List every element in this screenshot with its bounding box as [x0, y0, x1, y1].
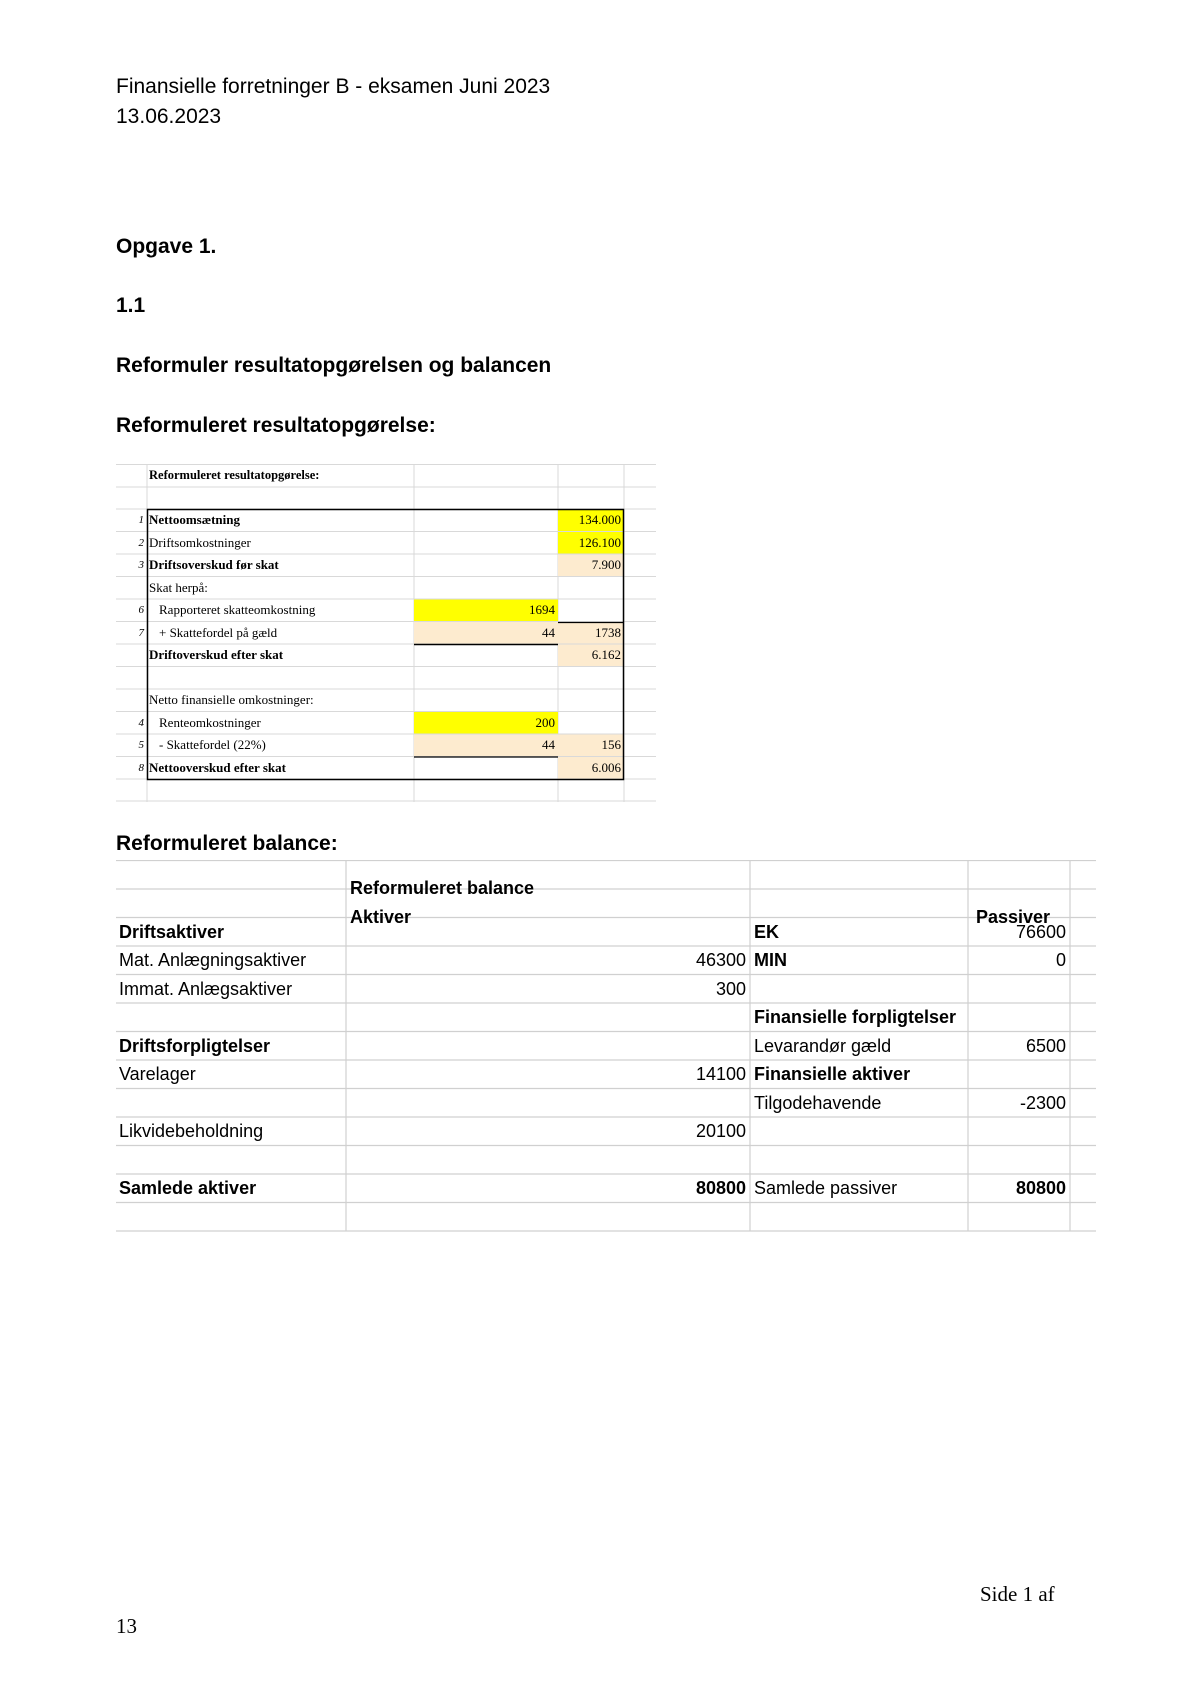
aktiv-value: 46300 [695, 950, 746, 970]
income-row-value: 126.100 [558, 532, 624, 555]
aktiv-label: Varelager [119, 1064, 196, 1084]
page-total: 13 [116, 1614, 137, 1638]
income-heading: Reformuleret resultatopgørelse: [116, 414, 436, 437]
passiv-label: MIN [754, 950, 787, 970]
passiv-label: Finansielle forpligtelser [754, 1007, 957, 1027]
passiv-value: 76600 [1015, 921, 1066, 942]
income-row-label: Netto finansielle omkostninger: [149, 692, 314, 707]
passiv-value [968, 1117, 1070, 1146]
aktiv-label: Immat. Anlægsaktiver [119, 978, 293, 999]
income-row-value: 156 [558, 734, 624, 757]
passiv-value: 80800 [1015, 1178, 1066, 1198]
aktiv-value [346, 1032, 750, 1061]
balance-heading: Reformuleret balance: [116, 832, 338, 855]
aktiv-value [346, 1146, 750, 1175]
aktiver-header: Aktiver [350, 906, 412, 927]
aktiv-label: Likvidebeholdning [119, 1121, 264, 1141]
passiv-label: Levarandør gæld [754, 1035, 892, 1056]
income-row-label: Driftoverskud efter skat [149, 647, 284, 662]
income-row-label: Renteomkostninger [159, 714, 261, 730]
income-row-number: 3 [138, 559, 144, 571]
instruction-heading: Reformuler resultatopgørelsen og balancen [116, 354, 552, 377]
income-row-subvalue: 44 [414, 622, 558, 645]
income-row-number: 4 [138, 716, 144, 729]
income-row-value: 6.162 [558, 644, 624, 667]
income-row-number: 6 [138, 604, 144, 616]
income-row-value: 134.000 [558, 509, 624, 532]
income-row-label: Nettooverskud efter skat [149, 759, 286, 775]
income-row-label: + Skattefordel på gæld [159, 624, 278, 640]
task-heading: Opgave 1. [116, 235, 217, 258]
aktiv-label: Samlede aktiver [119, 1178, 257, 1198]
passiv-label: Finansielle aktiver [754, 1064, 911, 1084]
income-row-label: Driftsomkostninger [149, 534, 251, 550]
passiv-value [968, 1146, 1070, 1175]
document-title: Finansielle forretninger B - eksamen Juni 2023 [116, 75, 551, 98]
income-row-subvalue: 44 [414, 734, 558, 757]
income-row-number: 1 [138, 514, 144, 526]
passiv-label: Tilgodehavende [754, 1092, 882, 1113]
aktiv-value: 20100 [695, 1121, 746, 1141]
aktiv-label: Mat. Anlægningsaktiver [119, 950, 307, 970]
income-statement-table [116, 464, 656, 802]
aktiv-label: Driftsaktiver [119, 921, 225, 942]
income-row-label: Skat herpå: [149, 579, 208, 595]
income-row-value: 7.900 [558, 554, 624, 577]
balance-sheet-table [116, 860, 1096, 1240]
passiv-label: Samlede passiver [754, 1178, 898, 1198]
passiv-label: EK [754, 921, 780, 942]
passiv-value [968, 1060, 1070, 1089]
aktiv-value: 80800 [695, 1178, 746, 1198]
income-table-borders [116, 464, 656, 802]
passiv-value: -2300 [1019, 1092, 1066, 1113]
income-row-label: Nettoomsætning [149, 512, 240, 527]
passiv-value: 6500 [1025, 1035, 1066, 1056]
income-row-value: 6.006 [558, 757, 624, 780]
aktiv-label: Driftsforpligtelser [119, 1035, 271, 1056]
income-row-number: 5 [138, 739, 144, 751]
income-row-label: - Skattefordel (22%) [159, 737, 266, 752]
aktiv-value [346, 1089, 750, 1118]
income-row-value: 1738 [558, 622, 624, 645]
passiv-value [968, 1003, 1070, 1032]
income-row-subvalue: 1694 [414, 599, 558, 622]
income-row-label: Rapporteret skatteomkostning [159, 602, 316, 617]
aktiv-value [346, 918, 750, 947]
income-row-number: 2 [138, 536, 144, 549]
income-row-label: Driftsoverskud før skat [149, 557, 279, 572]
income-row-number: 7 [138, 626, 144, 639]
page-indicator: Side 1 af [980, 1582, 1055, 1606]
balance-table-title: Reformuleret balance [350, 878, 535, 898]
document-date: 13.06.2023 [116, 105, 222, 128]
income-row-number: 8 [138, 761, 144, 774]
aktiv-value: 14100 [695, 1064, 746, 1084]
passiver-header: Passiver [976, 906, 1051, 927]
passiv-value: 0 [1055, 950, 1066, 970]
aktiv-value: 300 [715, 978, 746, 999]
aktiv-value [346, 1003, 750, 1032]
subtask-heading: 1.1 [116, 294, 146, 317]
passiv-value [968, 975, 1070, 1004]
income-table-title: Reformuleret resultatopgørelse: [149, 468, 320, 482]
income-row-subvalue: 200 [414, 712, 558, 735]
